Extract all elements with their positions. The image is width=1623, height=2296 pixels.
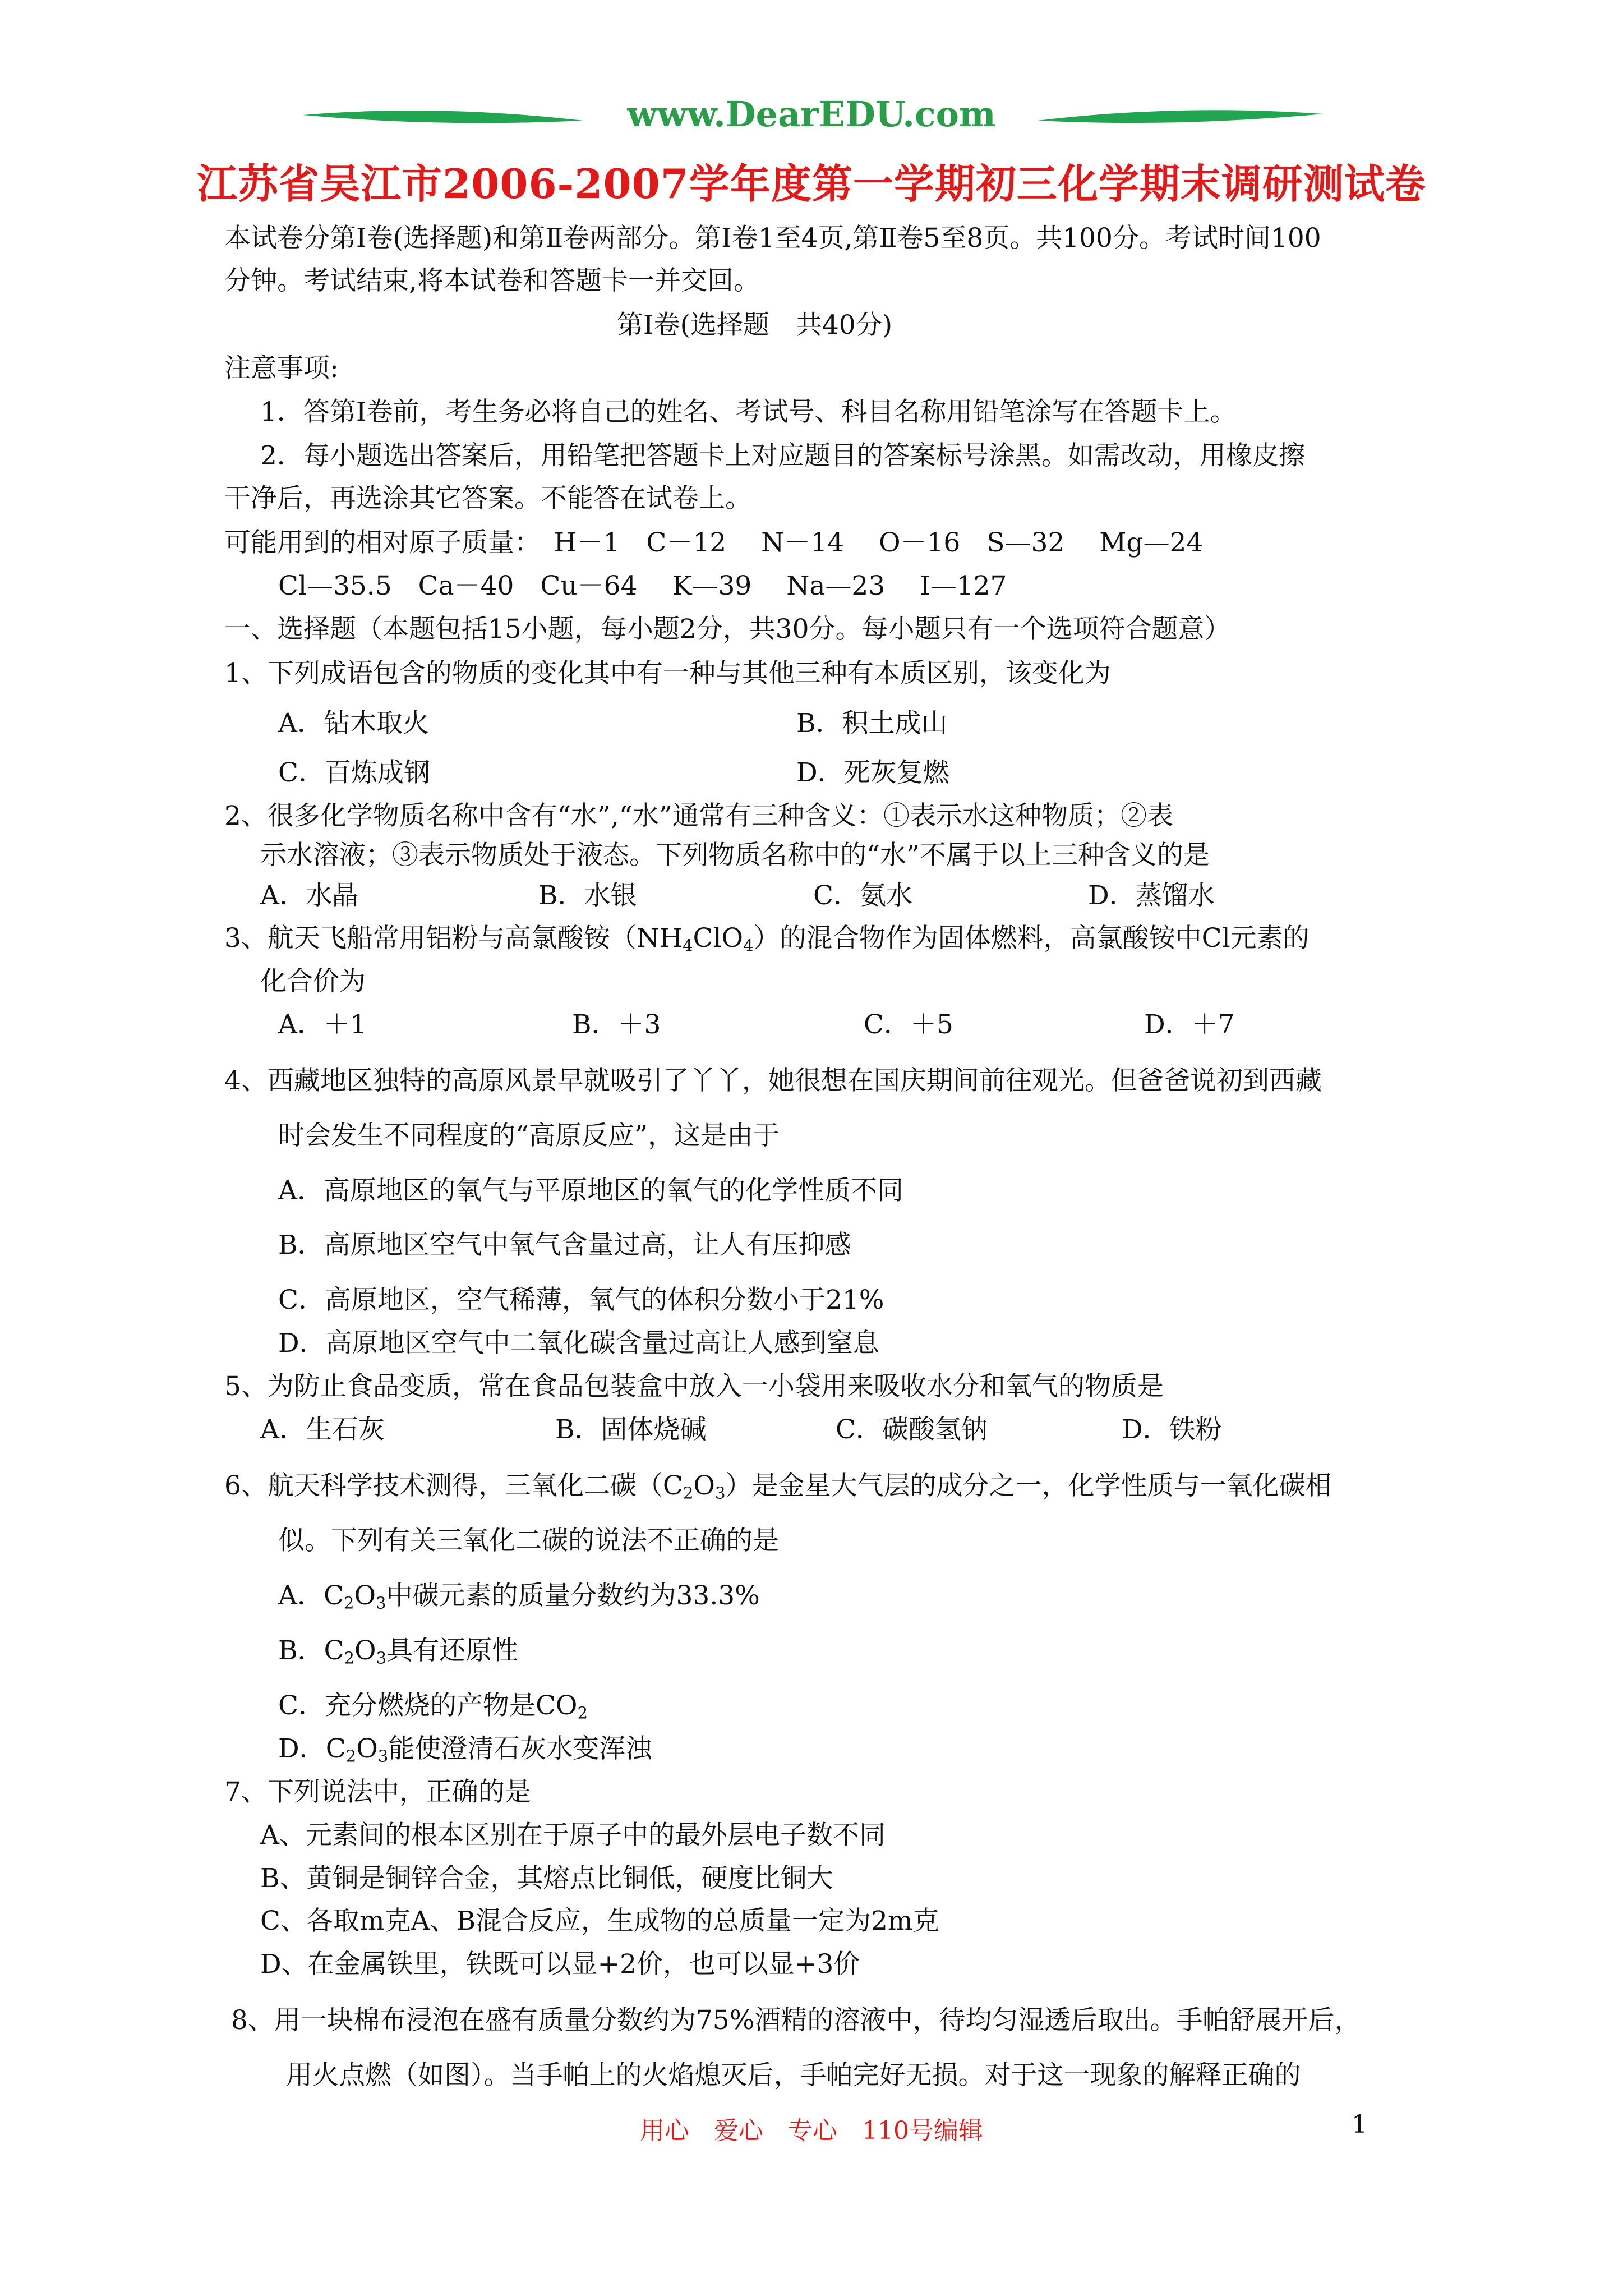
- formula-sub-3: 3: [376, 1593, 386, 1613]
- notice-item-2: 2．每小题选出答案后，用铅笔把答题卡上对应题目的答案标号涂黑。如需改动，用橡皮擦: [260, 440, 1305, 471]
- option-a-text: 中碳元素的质量分数约为33.3%: [386, 1580, 760, 1611]
- question-8-stem-1: 8、用一块棉布浸泡在盛有质量分数约为75%酒精的溶液中，待均匀湿透后取出。手帕舒展开后，: [231, 2005, 1361, 2036]
- question-6-stem-1: [224, 1469, 1331, 1510]
- question-6-stem-2: 似。下列有关三氧化二碳的说法不正确的是: [278, 1525, 779, 1556]
- question-2-stem-1: 2、很多化学物质名称中含有“水”,“水”通常有三种含义：①表示水这种物质；②表: [224, 800, 1173, 831]
- formula-sub-3: 3: [377, 1746, 389, 1766]
- notice-item-1: 1．答第Ⅰ卷前，考生务必将自己的姓名、考试号、科目名称用铅笔涂写在答题卡上。: [260, 397, 1237, 427]
- question-4-stem-2: 时会发生不同程度的“高原反应”，这是由于: [278, 1120, 780, 1151]
- option-d-label: D．: [278, 1733, 326, 1764]
- question-4-option-a: A．高原地区的氧气与平原地区的氧气的化学性质不同: [278, 1175, 903, 1206]
- question-3-stem-1: [224, 922, 1310, 962]
- option-b-label: B．: [278, 1635, 324, 1666]
- formula-c: C: [324, 1635, 344, 1666]
- question-4-option-d: D．高原地区空气中二氧化碳含量过高让人感到窒息: [278, 1328, 879, 1359]
- page-number: 1: [1352, 2110, 1367, 2139]
- question-7-stem: 7、下列说法中，正确的是: [224, 1777, 531, 1807]
- notice-item-2-cont: 干净后，再选涂其它答案。不能答在试卷上。: [224, 483, 751, 514]
- question-2-option-c: C．氨水: [813, 880, 912, 911]
- question-3-stem-2: 化合价为: [260, 966, 366, 997]
- question-3-stem-part-b: ClO: [693, 923, 744, 954]
- question-6-option-a: [278, 1579, 760, 1619]
- site-url[interactable]: www.DearEDU.com: [627, 94, 996, 135]
- question-5-option-a: A．生石灰: [260, 1414, 385, 1445]
- question-6-stem-part-b: O: [693, 1470, 715, 1501]
- notice-title: 注意事项:: [224, 353, 339, 384]
- option-d-text: 能使澄清石灰水变浑浊: [388, 1733, 652, 1764]
- question-1-option-b: B．积土成山: [796, 708, 948, 739]
- formula-o: O: [354, 1635, 376, 1666]
- formula-sub-2: 2: [343, 1593, 354, 1613]
- question-6-stem-part-c: ）是金星大气层的成分之一，化学性质与一氧化碳相: [725, 1470, 1332, 1501]
- page-footer: 用心 爱心 专心 110号编辑: [640, 2116, 983, 2145]
- question-2-option-a: A．水晶: [260, 880, 358, 911]
- question-3-stem-part-a: 3、航天飞船常用铝粉与高氯酸铵（NH: [224, 923, 683, 954]
- question-6-sub-1: 2: [683, 1483, 694, 1503]
- atomic-mass-line-1: 可能用到的相对原子质量： H－1 C－12 N－14 O－16 S—32 Mg—24: [224, 527, 1204, 558]
- question-6-option-b: [278, 1634, 518, 1674]
- formula-sub-3: 3: [376, 1648, 387, 1668]
- section-1-heading: 一、选择题（本题包括15小题，每小题2分，共30分。每小题只有一个选项符合题意）: [224, 614, 1231, 645]
- question-6-option-c: [278, 1689, 588, 1729]
- option-c-text: C．充分燃烧的产物是CO: [278, 1690, 578, 1721]
- question-1-option-d: D．死灰复燃: [796, 757, 949, 788]
- question-2-stem-2: 示水溶液；③表示物质处于液态。下列物质名称中的“水”不属于以上三种含义的是: [260, 840, 1210, 871]
- formula-sub-2: 2: [344, 1648, 355, 1668]
- option-a-label: A．: [278, 1580, 324, 1611]
- question-3-option-d: D．＋7: [1144, 1009, 1235, 1040]
- formula-c: C: [323, 1580, 344, 1611]
- question-7-option-c: C、各取m克A、B混合反应，生成物的总质量一定为2m克: [260, 1906, 939, 1936]
- intro-line-2: 分钟。考试结束,将本试卷和答题卡一并交回。: [224, 265, 760, 296]
- part1-heading: 第Ⅰ卷(选择题 共40分): [617, 310, 893, 341]
- question-1-stem: 1、下列成语包含的物质的变化其中有一种与其他三种有本质区别，该变化为: [224, 658, 1111, 689]
- question-1-option-c: C．百炼成钢: [278, 757, 430, 788]
- question-5-option-d: D．铁粉: [1122, 1414, 1222, 1445]
- question-3-option-a: A．＋1: [278, 1009, 367, 1040]
- page-title: 江苏省吴江市2006-2007学年度第一学期初三化学期末调研测试卷: [197, 160, 1426, 208]
- question-3-sub-2: 4: [743, 936, 754, 955]
- formula-o: O: [356, 1733, 378, 1764]
- formula-sub-2: 2: [577, 1703, 588, 1723]
- question-5-option-b: B．固体烧碱: [555, 1414, 707, 1445]
- question-3-option-c: C．＋5: [864, 1009, 953, 1040]
- question-5-stem: 5、为防止食品变质，常在食品包装盒中放入一小袋用来吸收水分和氧气的物质是: [224, 1371, 1164, 1402]
- intro-line-1: 本试卷分第Ⅰ卷(选择题)和第Ⅱ卷两部分。第Ⅰ卷1至4页,第Ⅱ卷5至8页。共100分。考试时间100: [224, 223, 1321, 254]
- question-4-option-b: B．高原地区空气中氧气含量过高，让人有压抑感: [278, 1230, 851, 1260]
- atomic-mass-line-2: Cl—35.5 Ca－40 Cu－64 K—39 Na—23 I—127: [278, 570, 1007, 601]
- question-7-option-a: A、元素间的根本区别在于原子中的最外层电子数不同: [260, 1820, 886, 1851]
- question-7-option-b: B、黄铜是铜锌合金，其熔点比铜低，硬度比铜大: [260, 1863, 833, 1894]
- question-3-sub-1: 4: [683, 936, 693, 955]
- formula-o: O: [354, 1580, 376, 1611]
- question-3-stem-part-c: ）的混合物作为固体燃料，高氯酸铵中Cl元素的: [753, 923, 1310, 954]
- question-2-option-b: B．水银: [538, 880, 637, 911]
- question-6-stem-part-a: 6、航天科学技术测得，三氧化二碳（C: [224, 1470, 683, 1501]
- question-1-option-a: A．钻木取火: [278, 708, 429, 739]
- formula-c: C: [325, 1733, 346, 1764]
- question-2-option-d: D．蒸馏水: [1088, 880, 1215, 911]
- question-8-stem-2: 用火点燃（如图）。当手帕上的火焰熄灭后，手帕完好无损。对于这一现象的解释正确的: [286, 2060, 1301, 2091]
- question-7-option-d: D、在金属铁里，铁既可以显+2价，也可以显+3价: [260, 1949, 860, 1980]
- question-4-option-c: C．高原地区，空气稀薄，氧气的体积分数小于21%: [278, 1285, 884, 1315]
- question-4-stem-1: 4、西藏地区独特的高原风景早就吸引了丫丫，她很想在国庆期间前往观光。但爸爸说初到西藏: [224, 1065, 1322, 1096]
- question-3-option-b: B．＋3: [572, 1009, 661, 1040]
- question-6-sub-2: 3: [714, 1483, 726, 1503]
- option-b-text: 具有还原性: [386, 1635, 519, 1666]
- formula-sub-2: 2: [345, 1746, 357, 1766]
- question-6-option-d: [278, 1732, 652, 1773]
- question-5-option-c: C．碳酸氢钠: [836, 1414, 988, 1445]
